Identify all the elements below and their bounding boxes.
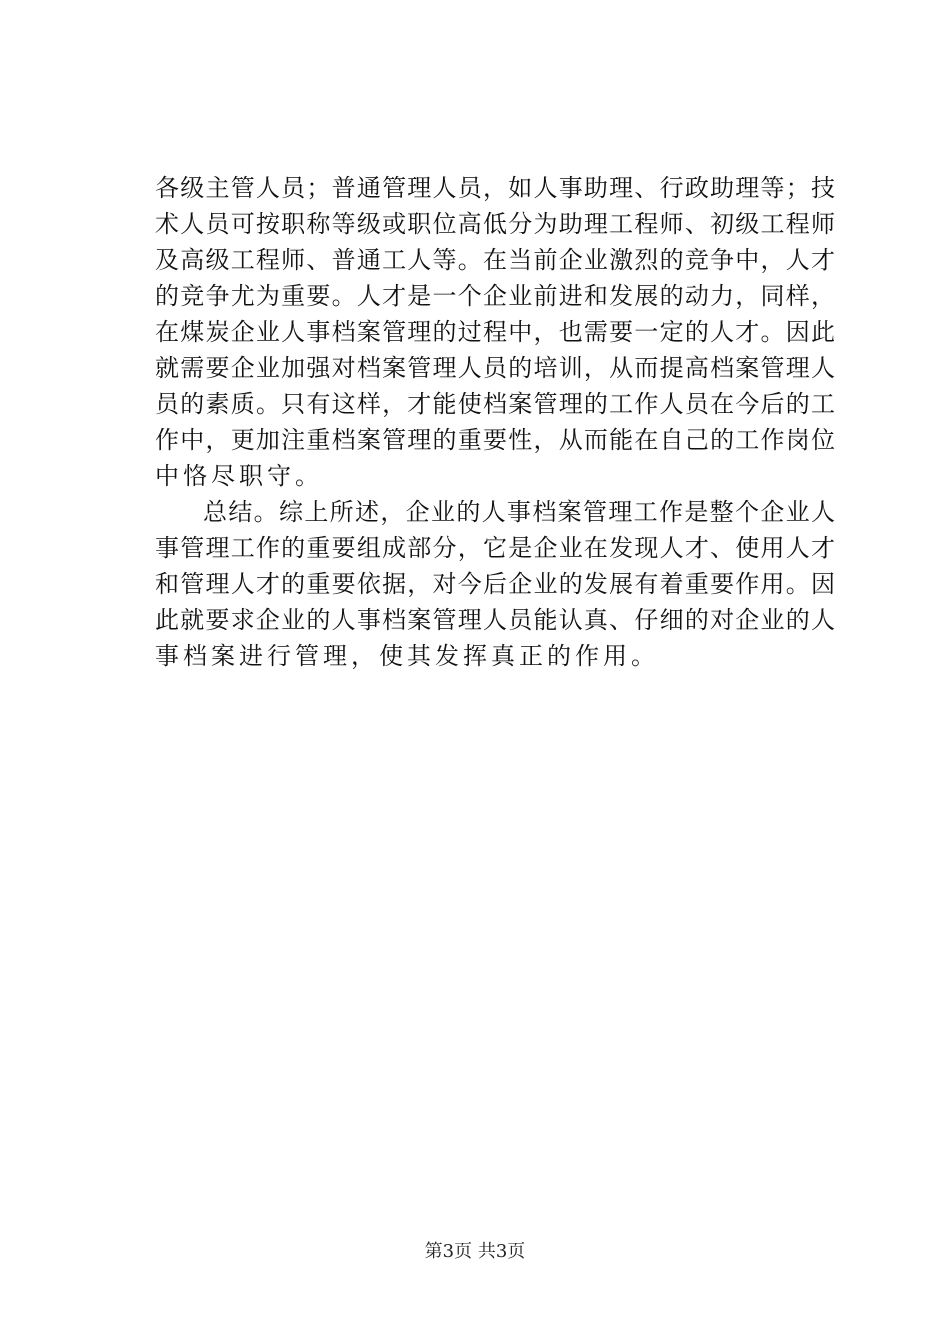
paragraph-1-line-5: 在煤炭企业人事档案管理的过程中，也需要一定的人才。因此 — [155, 318, 835, 346]
paragraph-1-line-1: 各级主管人员；普通管理人员，如人事助理、行政助理等；技 — [155, 174, 835, 202]
paragraph-2-line-2: 事管理工作的重要组成部分，它是企业在发现人才、使用人才 — [155, 534, 835, 562]
paragraph-1-line-2: 术人员可按职称等级或职位高低分为助理工程师、初级工程师 — [155, 210, 835, 238]
paragraph-1-line-6: 就需要企业加强对档案管理人员的培训，从而提高档案管理人 — [155, 354, 835, 382]
paragraph-1-line-9: 中恪尽职守。 — [155, 462, 323, 490]
paragraph-1-line-8: 作中，更加注重档案管理的重要性，从而能在自己的工作岗位 — [155, 426, 835, 454]
paragraph-2-line-1: 总结。综上所述，企业的人事档案管理工作是整个企业人 — [203, 498, 835, 526]
page-number-footer: 第3页 共3页 — [424, 1241, 526, 1262]
paragraph-2-line-3: 和管理人才的重要依据，对今后企业的发展有着重要作用。因 — [155, 570, 835, 598]
paragraph-1-line-4: 的竞争尤为重要。人才是一个企业前进和发展的动力，同样， — [155, 282, 835, 310]
paragraph-1-line-3: 及高级工程师、普通工人等。在当前企业激烈的竞争中，人才 — [155, 246, 835, 274]
paragraph-2-line-4: 此就要求企业的人事档案管理人员能认真、仔细的对企业的人 — [155, 606, 835, 634]
document-body — [155, 170, 835, 674]
paragraph-1-line-7: 员的素质。只有这样，才能使档案管理的工作人员在今后的工 — [155, 390, 835, 418]
paragraph-2-line-5: 事档案进行管理，使其发挥真正的作用。 — [155, 642, 659, 670]
